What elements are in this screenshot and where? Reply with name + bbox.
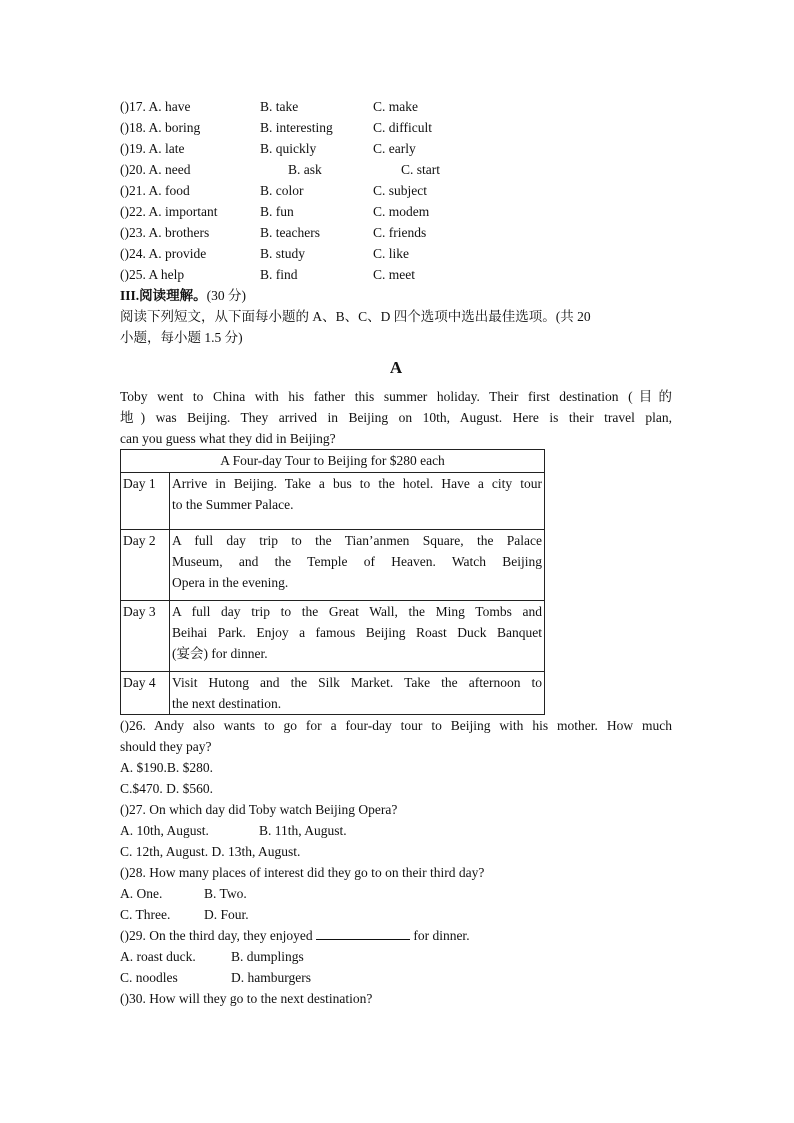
option-row bbox=[120, 201, 672, 222]
option-c: C. Three. bbox=[120, 907, 171, 922]
option-b: B. find bbox=[260, 267, 298, 282]
day-cell: Day 3 bbox=[121, 601, 170, 672]
q28-options-cd bbox=[120, 904, 672, 925]
question-26-cont: should they pay? bbox=[120, 739, 212, 754]
table-row bbox=[121, 601, 545, 672]
option-a: ()22. A. important bbox=[120, 204, 218, 219]
plan-cell bbox=[170, 601, 545, 672]
option-row bbox=[120, 138, 672, 159]
plan-line: (宴会) for dinner. bbox=[172, 646, 268, 661]
option-d: D. hamburgers bbox=[231, 970, 311, 985]
option-a: ()18. A. boring bbox=[120, 120, 201, 135]
plan-line: A full day trip to the Tian’anmen Square, the Palace bbox=[172, 533, 542, 548]
option-a: ()21. A. food bbox=[120, 183, 190, 198]
plan-cell bbox=[170, 672, 545, 715]
option-row bbox=[120, 96, 672, 117]
option-c: C. like bbox=[373, 246, 409, 261]
q27-options-ab bbox=[120, 820, 672, 841]
section-instruction-1: 阅读下列短文，从下面每小题的 A、B、C、D 四个选项中选出最佳选项。(共 20 bbox=[120, 309, 591, 324]
passage-label: A bbox=[389, 358, 403, 377]
option-a: A. One. bbox=[120, 886, 163, 901]
answer-blank bbox=[316, 925, 410, 940]
q26-options-ab: A. $190.B. $280. bbox=[120, 760, 214, 775]
option-c: C. early bbox=[373, 141, 416, 156]
question-30: ()30. How will they go to the next destination? bbox=[120, 991, 373, 1006]
q29-options-ab bbox=[120, 946, 672, 967]
option-b: B. dumplings bbox=[231, 949, 304, 964]
option-b: B. take bbox=[260, 99, 299, 114]
option-b: B. Two. bbox=[204, 886, 247, 901]
section-heading bbox=[120, 285, 672, 306]
option-b: B. interesting bbox=[260, 120, 333, 135]
passage-intro-3: can you guess what they did in Beijing? bbox=[120, 431, 336, 446]
question-29-text: ()29. On the third day, they enjoyed bbox=[120, 928, 313, 943]
option-row bbox=[120, 243, 672, 264]
plan-line: Visit Hutong and the Silk Market. Take the afternoon to bbox=[172, 675, 542, 690]
table-row bbox=[121, 473, 545, 530]
plan-line: Museum, and the Temple of Heaven. Watch Beijing bbox=[172, 554, 542, 569]
option-c: C. difficult bbox=[373, 120, 432, 135]
day-cell: Day 4 bbox=[121, 672, 170, 715]
option-c: C. noodles bbox=[120, 970, 178, 985]
option-b: B. study bbox=[260, 246, 306, 261]
plan-line: A full day trip to the Great Wall, the Ming Tombs and bbox=[172, 604, 542, 619]
option-d: D. Four. bbox=[204, 907, 249, 922]
q28-options-ab bbox=[120, 883, 672, 904]
plan-line: Opera in the evening. bbox=[172, 575, 289, 590]
option-a: ()17. A. have bbox=[120, 99, 191, 114]
q29-options-cd bbox=[120, 967, 672, 988]
option-b: B. teachers bbox=[260, 225, 320, 240]
question-29 bbox=[120, 925, 672, 946]
option-b: B. ask bbox=[288, 162, 322, 177]
plan-line: Arrive in Beijing. Take a bus to the hotel. Have a city tour bbox=[172, 476, 542, 491]
question-28: ()28. How many places of interest did they go to on their third day? bbox=[120, 865, 485, 880]
option-row bbox=[120, 180, 672, 201]
option-a: ()23. A. brothers bbox=[120, 225, 210, 240]
option-a: A. 10th, August. bbox=[120, 823, 209, 838]
option-b: B. color bbox=[260, 183, 304, 198]
option-row bbox=[120, 264, 672, 285]
option-c: C. subject bbox=[373, 183, 427, 198]
option-row bbox=[120, 159, 672, 180]
option-c: C. modem bbox=[373, 204, 430, 219]
table-row bbox=[121, 672, 545, 715]
plan-line: Beihai Park. Enjoy a famous Beijing Roast Duck Banquet bbox=[172, 625, 542, 640]
exam-page bbox=[120, 96, 672, 1009]
option-row bbox=[120, 222, 672, 243]
passage-intro-2: 地) was Beijing. They arrived in Beijing on 10th, August. Here is their travel plan, bbox=[120, 410, 672, 425]
options-list bbox=[120, 96, 672, 285]
section-points: (30 分) bbox=[206, 288, 247, 303]
passage-intro-1: Toby went to China with his father this summer holiday. Their first destination (目的 bbox=[120, 389, 672, 404]
tour-plan-table bbox=[120, 449, 545, 715]
plan-line: to the Summer Palace. bbox=[172, 497, 294, 512]
option-a: ()25. A help bbox=[120, 267, 185, 282]
option-row bbox=[120, 117, 672, 138]
table-title: A Four-day Tour to Beijing for $280 each bbox=[121, 450, 545, 473]
option-b: B. 11th, August. bbox=[259, 823, 347, 838]
option-c: C. friends bbox=[373, 225, 427, 240]
option-c: C. make bbox=[373, 99, 418, 114]
option-a: ()24. A. provide bbox=[120, 246, 207, 261]
option-b: B. fun bbox=[260, 204, 294, 219]
day-cell: Day 2 bbox=[121, 530, 170, 601]
question-26: ()26. Andy also wants to go for a four-day tour to Beijing with his mother. How much bbox=[120, 718, 672, 733]
option-a: ()19. A. late bbox=[120, 141, 185, 156]
q27-options-cd: C. 12th, August. D. 13th, August. bbox=[120, 844, 301, 859]
option-a: A. roast duck. bbox=[120, 949, 196, 964]
question-29-text-end: for dinner. bbox=[413, 928, 470, 943]
option-c: C. start bbox=[401, 162, 440, 177]
plan-line: the next destination. bbox=[172, 696, 282, 711]
q26-options-cd: C.$470. D. $560. bbox=[120, 781, 214, 796]
section-title: III.阅读理解。 bbox=[120, 288, 207, 303]
plan-cell bbox=[170, 530, 545, 601]
day-cell: Day 1 bbox=[121, 473, 170, 530]
table-row bbox=[121, 530, 545, 601]
question-27: ()27. On which day did Toby watch Beijing Opera? bbox=[120, 802, 398, 817]
section-instruction-2: 小题，每小题 1.5 分) bbox=[120, 330, 243, 345]
option-a: ()20. A. need bbox=[120, 162, 191, 177]
option-c: C. meet bbox=[373, 267, 415, 282]
plan-cell bbox=[170, 473, 545, 530]
option-b: B. quickly bbox=[260, 141, 317, 156]
